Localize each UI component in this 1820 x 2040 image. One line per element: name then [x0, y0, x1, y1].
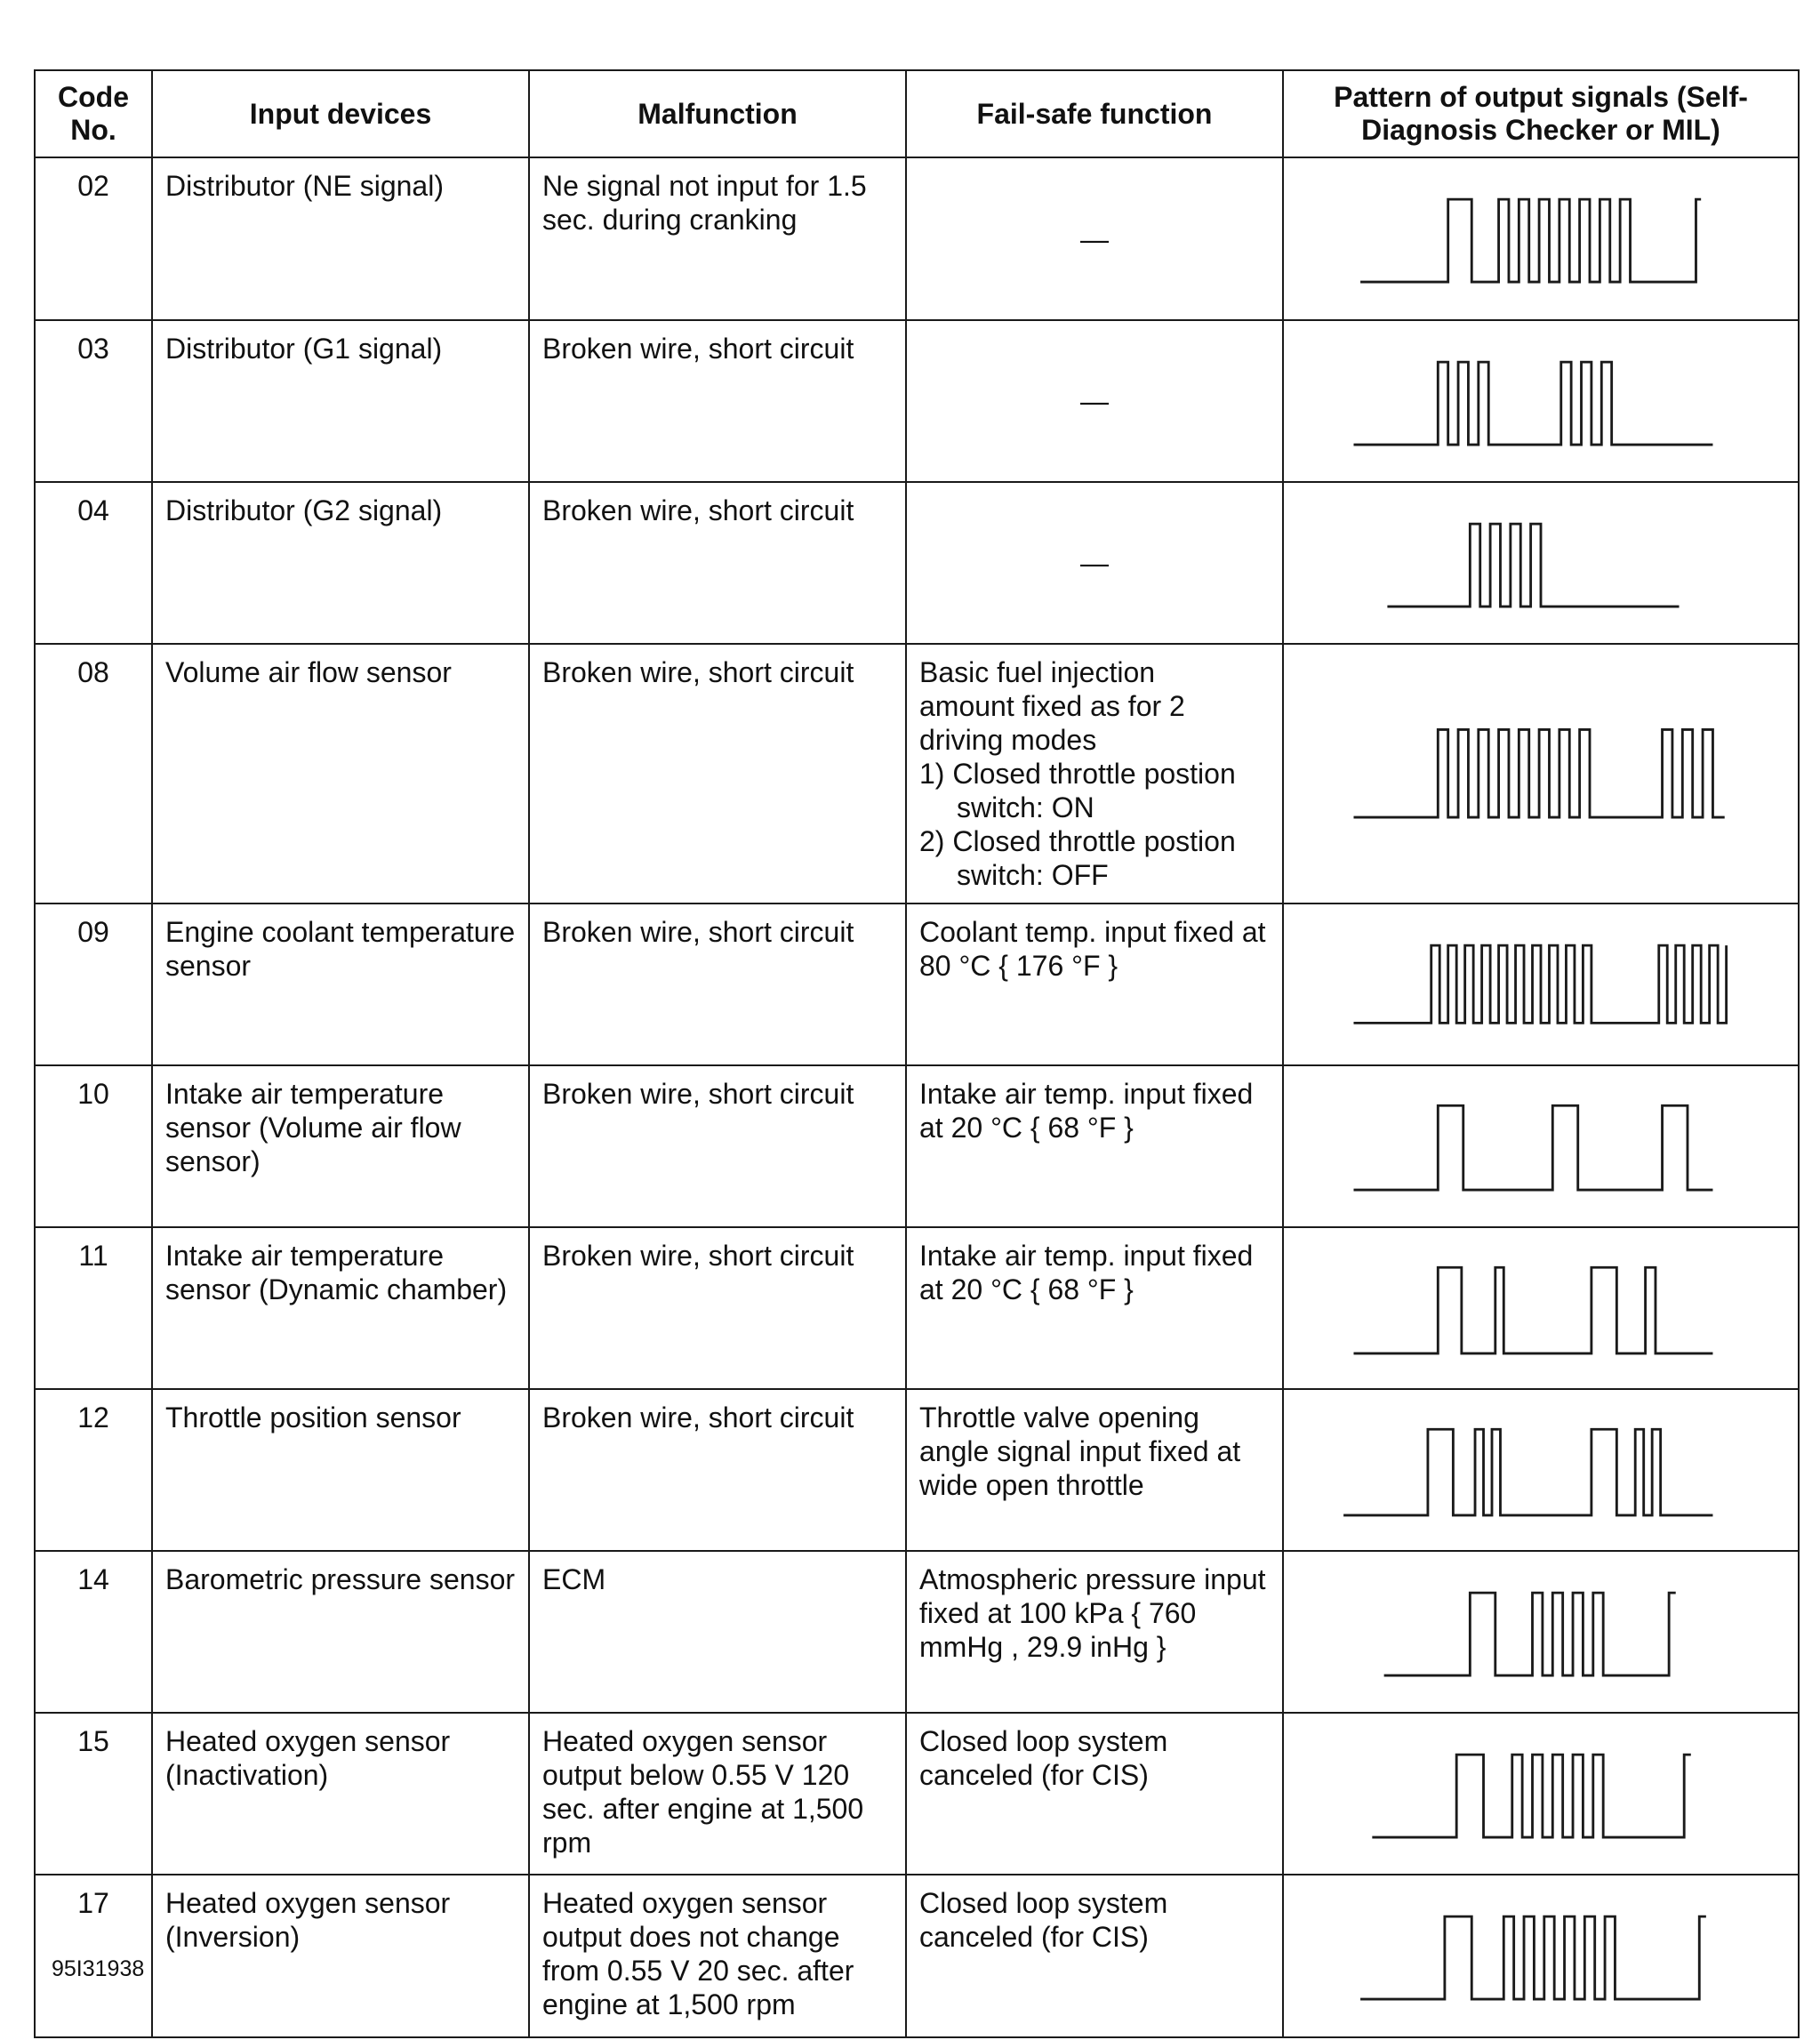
code-cell: 03	[35, 320, 152, 482]
input-device-cell: Intake air temperature sensor (Dynamic chamber)	[152, 1227, 529, 1389]
failsafe-dash: —	[1080, 547, 1109, 580]
failsafe-line: driving modes	[919, 724, 1097, 757]
table-row	[35, 1551, 1799, 1713]
signal-pattern-cell	[1283, 1389, 1799, 1551]
signal-waveform	[1296, 915, 1785, 1059]
malfunction-cell: Broken wire, short circuit	[529, 1065, 906, 1227]
header-failsafe: Fail-safe function	[906, 70, 1283, 157]
input-device-cell: Throttle position sensor	[152, 1389, 529, 1551]
signal-pattern-cell	[1283, 1065, 1799, 1227]
failsafe-line: switch: OFF	[957, 859, 1109, 892]
failsafe-cell: Atmospheric pressure input fixed at 100 kPa { 760 mmHg , 29.9 inHg }	[906, 1551, 1283, 1713]
failsafe-cell	[906, 320, 1283, 482]
input-device-cell: Heated oxygen sensor (Inactivation)	[152, 1713, 529, 1875]
input-device-cell: Distributor (G2 signal)	[152, 482, 529, 644]
signal-pattern-cell	[1283, 1227, 1799, 1389]
table-row	[35, 1065, 1799, 1227]
input-device-cell: Distributor (NE signal)	[152, 157, 529, 320]
failsafe-line: amount fixed as for 2	[919, 690, 1185, 723]
input-device-cell: Intake air temperature sensor (Volume air flow sensor)	[152, 1065, 529, 1227]
input-device-cell: Distributor (G1 signal)	[152, 320, 529, 482]
failsafe-cell: Closed loop system canceled (for CIS)	[906, 1875, 1283, 2036]
signal-pattern-cell	[1283, 157, 1799, 320]
input-device-cell: Barometric pressure sensor	[152, 1551, 529, 1713]
table-row	[35, 904, 1799, 1065]
malfunction-cell: Broken wire, short circuit	[529, 1389, 906, 1551]
signal-waveform	[1296, 1562, 1785, 1707]
code-cell: 09	[35, 904, 152, 1065]
code-cell: 04	[35, 482, 152, 644]
input-device-cell: Heated oxygen sensor (Inversion)	[152, 1875, 529, 2036]
table-row	[35, 157, 1799, 320]
malfunction-cell: Broken wire, short circuit	[529, 644, 906, 903]
table-row	[35, 320, 1799, 482]
code-cell: 15	[35, 1713, 152, 1875]
code-cell: 14	[35, 1551, 152, 1713]
signal-waveform	[1296, 655, 1785, 896]
signal-pattern-cell	[1283, 1713, 1799, 1875]
failsafe-cell	[906, 157, 1283, 320]
code-cell: 02	[35, 157, 152, 320]
table-row	[35, 1875, 1799, 2036]
malfunction-cell: Ne signal not input for 1.5 sec. during cranking	[529, 157, 906, 320]
failsafe-cell: Closed loop system canceled (for CIS)	[906, 1713, 1283, 1875]
signal-waveform	[1296, 494, 1785, 638]
table-row	[35, 1389, 1799, 1551]
signal-waveform	[1296, 1077, 1785, 1221]
malfunction-cell: Heated oxygen sensor output does not change from 0.55 V 20 sec. after engine at 1,500 rpm	[529, 1875, 906, 2036]
signal-waveform	[1296, 332, 1785, 476]
failsafe-cell: Throttle valve opening angle signal input fixed at wide open throttle	[906, 1389, 1283, 1551]
code-cell: 12	[35, 1389, 152, 1551]
code-cell: 11	[35, 1227, 152, 1389]
header-input-devices: Input devices	[152, 70, 529, 157]
failsafe-dash: —	[1080, 385, 1109, 418]
input-device-cell: Engine coolant temperature sensor	[152, 904, 529, 1065]
diagnostic-code-table	[34, 69, 1800, 2038]
header-pattern: Pattern of output signals (Self-Diagnosis Checker or MIL)	[1283, 70, 1799, 157]
signal-waveform	[1296, 1239, 1785, 1383]
input-device-cell: Volume air flow sensor	[152, 644, 529, 903]
signal-waveform	[1296, 1401, 1785, 1545]
signal-waveform	[1296, 169, 1785, 314]
signal-pattern-cell	[1283, 904, 1799, 1065]
failsafe-line: Basic fuel injection	[919, 656, 1156, 689]
table-row	[35, 482, 1799, 644]
malfunction-cell: Broken wire, short circuit	[529, 904, 906, 1065]
signal-pattern-cell	[1283, 320, 1799, 482]
failsafe-cell: Intake air temp. input fixed at 20 °C { 68 °F }	[906, 1227, 1283, 1389]
signal-waveform	[1296, 1886, 1785, 2030]
failsafe-line: 1) Closed throttle postion	[919, 758, 1236, 791]
signal-pattern-cell	[1283, 1551, 1799, 1713]
failsafe-cell: Coolant temp. input fixed at 80 °C { 176 °F }	[906, 904, 1283, 1065]
failsafe-cell: Intake air temp. input fixed at 20 °C { 68 °F }	[906, 1065, 1283, 1227]
table-row	[35, 644, 1799, 903]
malfunction-cell: Broken wire, short circuit	[529, 1227, 906, 1389]
header-malfunction: Malfunction	[529, 70, 906, 157]
failsafe-cell	[906, 644, 1283, 903]
failsafe-line: switch: ON	[957, 791, 1094, 824]
signal-pattern-cell	[1283, 644, 1799, 903]
header-code: Code No.	[35, 70, 152, 157]
failsafe-cell	[906, 482, 1283, 644]
code-cell: 10	[35, 1065, 152, 1227]
malfunction-cell: Heated oxygen sensor output below 0.55 V 120 sec. after engine at 1,500 rpm	[529, 1713, 906, 1875]
figure-reference: 95I31938	[52, 1956, 145, 1981]
malfunction-cell: Broken wire, short circuit	[529, 482, 906, 644]
table-row	[35, 1713, 1799, 1875]
signal-pattern-cell	[1283, 1875, 1799, 2036]
signal-pattern-cell	[1283, 482, 1799, 644]
malfunction-cell: ECM	[529, 1551, 906, 1713]
failsafe-line: 2) Closed throttle postion	[919, 825, 1236, 858]
signal-waveform	[1296, 1724, 1785, 1868]
failsafe-dash: —	[1080, 222, 1109, 255]
table-row	[35, 1227, 1799, 1389]
code-cell: 08	[35, 644, 152, 903]
malfunction-cell: Broken wire, short circuit	[529, 320, 906, 482]
code-cell: 17	[35, 1875, 152, 2036]
